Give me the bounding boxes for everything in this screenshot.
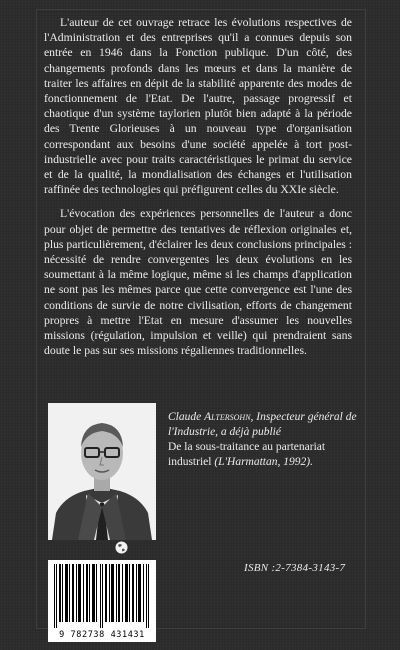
isbn-label: ISBN :2-7384-3143-7 — [244, 562, 346, 574]
blurb-paragraph-2: L'évocation des expériences personnelles de l'auteur a donc pour objet de permettre des tentatives de réflexion originales et, plus particulièrement, d'éclairer les deux conclusions principales : nécessité de rendre convergentes les deux évolutions en les soumettant à la même logique, même si les champs d'application ne sont pas les mêmes parce que cette convergence est l'une des conditions de survie de notre civilisation, efforts de changement propres à mettre l'Etat en mesure d'assumer les nouvelles missions (régulation, impulsion et veille) qui prendraient sans doute le pas sur ses missions régaliennes traditionnelles. — [44, 207, 352, 358]
author-role: , Inspecteur général de l'Industrie, a déjà publié — [168, 411, 357, 438]
barcode — [48, 560, 156, 642]
author-first-name: Claude — [168, 411, 205, 423]
author-bio — [168, 410, 358, 470]
previous-book-title: De la sous-traitance au partenariat industriel — [168, 441, 326, 468]
barcode-bars — [48, 560, 156, 630]
author-last-name: Altersohn — [204, 411, 251, 423]
blurb — [44, 15, 352, 358]
blurb-paragraph-1: L'auteur de cet ouvrage retrace les évolutions respectives de l'Administration et des entreprises qu'il a connues depuis son entrée en 1946 dans la Fonction publique. D'un côté, des changements profonds dans les mœurs et dans la manière de traiter les affaires en dépit de la stabilité apparente des modes de fonctionnement de l'Etat. De l'autre, passage progressif et chaotique d'un système taylorien plutôt bien adapté à la période des Trente Glorieuses à un nouveau type d'organisation correspondant aux besoins d'une société appelée à tort post-industrielle avec pour traits caractéristiques le primat du service et de la qualité, la mondialisation des échanges et l'utilisation raffinée des technologies qui préfigurent celles du XXIe siècle. — [44, 16, 352, 197]
previous-book-publisher: (L'Harmattan, 1992). — [214, 456, 313, 468]
author-photo — [48, 403, 156, 540]
barcode-number: 9 782738 431431 — [59, 630, 145, 640]
globe-icon — [115, 541, 128, 554]
